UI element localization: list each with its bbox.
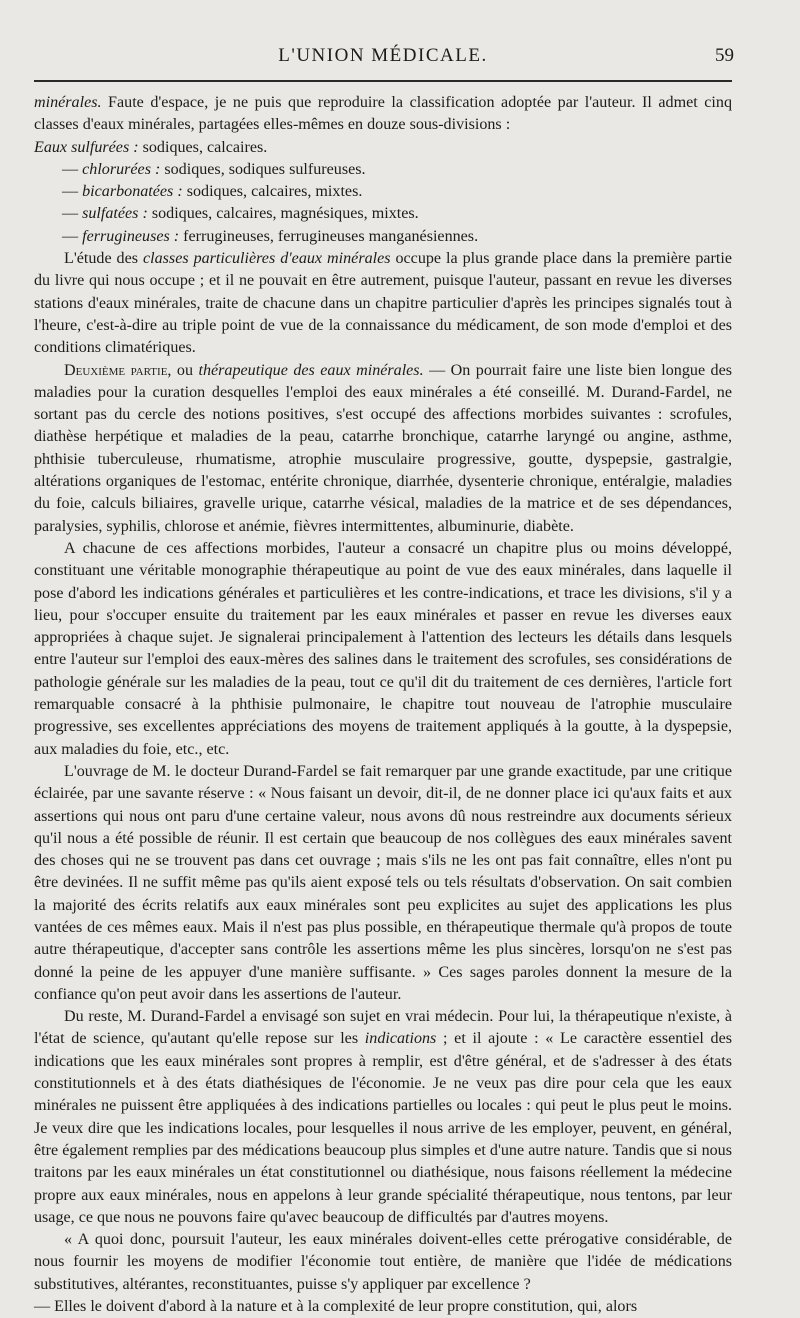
page-header: [34, 0, 734, 66]
intro-lead: minérales.: [34, 94, 102, 111]
emphasis: indications: [364, 1030, 437, 1048]
paragraph-critique: L'ouvrage de M. le docteur Durand-Fardel se fait remarquer par une grande exactitude, par une critique éclairée, par une savante réserve : « Nous faisant un devoir, dit-il, de ne donner place ici qu'aux faits et aux assertions qui nous ont paru d'une certaine valeur, nous avons dû nous restreindre aux documents sérieux qu'il nous a été possible de réunir. Il est certain que beaucoup de nos collègues des eaux minérales savent des choses qui ne se trouvent pas dans cet ouvrage ; mais s'ils ne les ont pas fait connaître, elles n'ont pu être devinées. Il ne suffit même pas qu'ils aient exposé tels ou tels résultats d'observation. On sait combien la majorité des écrits relatifs aux eaux minérales sont peu explicites au sujet des applications les plus vantées de ces mêmes eaux. Mais il n'est pas plus possible, en thérapeutique thermale qu'à propos de toute autre thérapeutique, d'accepter sans contrôle les assertions même les plus sincères, lorsqu'on ne s'est pas donné la peine de les appuyer d'une manière suffisante. » Ces sages paroles donnent la mesure de la confiance qu'on peut avoir dans les assertions de l'auteur.: [34, 762, 732, 1003]
class-values: ferrugineuses, ferrugineuses manganésiennes.: [179, 227, 479, 245]
list-dash: —: [62, 227, 83, 245]
class-values: sodiques, calcaires.: [138, 138, 268, 156]
class-name: bicarbonatées :: [82, 183, 183, 201]
header-rule: [34, 80, 732, 82]
paragraph-indications: [34, 1006, 732, 1229]
paragraph-part-two: [34, 360, 732, 538]
paragraph-continuation: — Elles le doivent d'abord à la nature et à la complexité de leur propre constitution, qui, alors: [34, 1298, 638, 1316]
class-name: Eaux sulfurées :: [34, 138, 139, 156]
list-item: [34, 137, 732, 159]
list-dash: —: [62, 205, 83, 223]
page-number: 59: [715, 45, 734, 66]
intro-text: Faute d'espace, je ne puis que reproduire la classification adoptée par l'auteur. Il admet cinq classes d'eaux minérales, partagées elles-mêmes en douze sous-divisions :: [34, 94, 732, 134]
paragraph-monographs: A chacune de ces affections morbides, l'auteur a consacré un chapitre plus ou moins développé, constituant une véritable monographie thérapeutique au point de vue des eaux minérales, dans laquelle il pose d'abord les indications générales et particulières et les contre-indications, et trace les divisions, s'il y a lieu, pour s'occuper ensuite du traitement par les eaux minérales et passer en revue les diverses eaux appropriées à chaque sujet. Je signalerai principalement à l'attention des lecteurs les détails dans lesquels entre l'auteur sur l'emploi des eaux-mères des salines dans le traitement des scrofules, ses considérations de pathologie générale sur les maladies de la peau, tout ce qu'il dit du traitement de ces dernières, l'article fort remarquable consacré à la phthisie pulmonaire, le chapitre tout nouveau de l'atrophie musculaire progressive, ses excellentes appréciations des moyens de traitement appliqués à la goutte, à la dyspepsie, aux maladies du foie, etc., etc.: [34, 539, 732, 758]
list-item: [34, 159, 732, 181]
section-heading: Deuxième partie: [64, 361, 168, 379]
intro-paragraph: [34, 92, 732, 137]
class-values: sodiques, sodiques sulfureuses.: [160, 160, 366, 178]
list-dash: —: [62, 183, 83, 201]
list-item: [34, 203, 732, 225]
text-run: ; et il ajoute : « Le caractère essentiel des indications que les eaux minérales sont propres à remplir, est d'être général, et de s'adresser à des états constitutionnels et à des états diathésiques de l'économie. Je ne veux pas dire pour cela que les eaux minérales ne puissent être appliquées à des indications partielles ou locales : qui peut le plus peut le moins. Je veux dire que les indications locales, pour lesquelles il nous arrive de les employer, peuvent, en général, être également remplies par des médications beaucoup plus simples et d'une autre nature. Tandis que si nous traitons par les eaux minérales un état constitutionnel ou diathésique, nous faisons réellement la médecine propre aux eaux minérales, nous en appelons à leur grande spécialité thérapeutique, nous tentons, par leur usage, ce que nous ne pouvons faire qu'avec beaucoup de difficultés par d'autres moyens.: [34, 1030, 733, 1226]
article-body: [34, 92, 732, 1318]
text-run: L'étude des: [64, 250, 143, 268]
class-name: sulfatées :: [82, 205, 148, 223]
text-run: — On pourrait faire une liste bien longue des maladies pour la curation desquelles l'emploi des eaux minérales a été conseillé. M. Durand-Fardel, ne sortant pas du cercle des notions positives, s'est occupé des affections morbides suivantes : scrofules, diathèse herpétique et maladies de la peau, catarrhe bronchique, catarrhe laryngé ou angine, asthme, phthisie tuberculeuse, rhumatisme, atrophie musculaire progressive, goutte, dyspepsie, gastralgie, altérations organiques de l'estomac, entérite chronique, diarrhée, dysenterie chronique, entéralgie, maladies du foie, calculs biliaires, gravelle urique, catarrhe vésical, maladies de la matrice et de ses dépendances, paralysies, syphilis, chlorose et anémie, fièvres intermittentes, albuminurie, diabète.: [34, 361, 733, 535]
class-values: sodiques, calcaires, magnésiques, mixtes.: [147, 205, 419, 223]
class-name: ferrugineuses :: [82, 227, 180, 245]
classification-list: [34, 137, 732, 248]
emphasis: thérapeutique des eaux minérales.: [198, 361, 424, 379]
list-item: [34, 226, 732, 248]
text-run: , ou: [167, 361, 199, 379]
list-dash: —: [62, 160, 83, 178]
class-name: chlorurées :: [82, 160, 161, 178]
paragraph-prerogative: « A quoi donc, poursuit l'auteur, les eaux minérales doivent-elles cette prérogative considérable, de nous fournir les moyens de modifier l'économie tout entière, de manière que l'idée de médications substitutives, altérantes, reconstituantes, puisse s'y appliquer par excellence ?: [34, 1231, 732, 1293]
text-run: Du reste, M. Durand-Fardel a envisagé son sujet en vrai médecin. Pour lui, la thérapeutique n'existe, à l'état de science, qu'autant qu'elle repose sur les: [34, 1008, 732, 1048]
paragraph-classes: [34, 248, 732, 359]
text-run: occupe la plus grande place dans la première partie du livre qui nous occupe ; et il ne pouvait en être autrement, puisque l'auteur, passant en revue les diverses stations d'eaux minérales, traite de chacune dans un chapitre particulier d'après les principes signalés tout à l'heure, c'est-à-dire au triple point de vue de la connaissance du médicament, de son mode d'emploi et des conditions climatériques.: [34, 250, 732, 357]
running-title: L'UNION MÉDICALE.: [278, 45, 488, 66]
list-item: [34, 181, 732, 203]
emphasis: classes particulières d'eaux minérales: [143, 250, 391, 268]
class-values: sodiques, calcaires, mixtes.: [182, 183, 363, 201]
